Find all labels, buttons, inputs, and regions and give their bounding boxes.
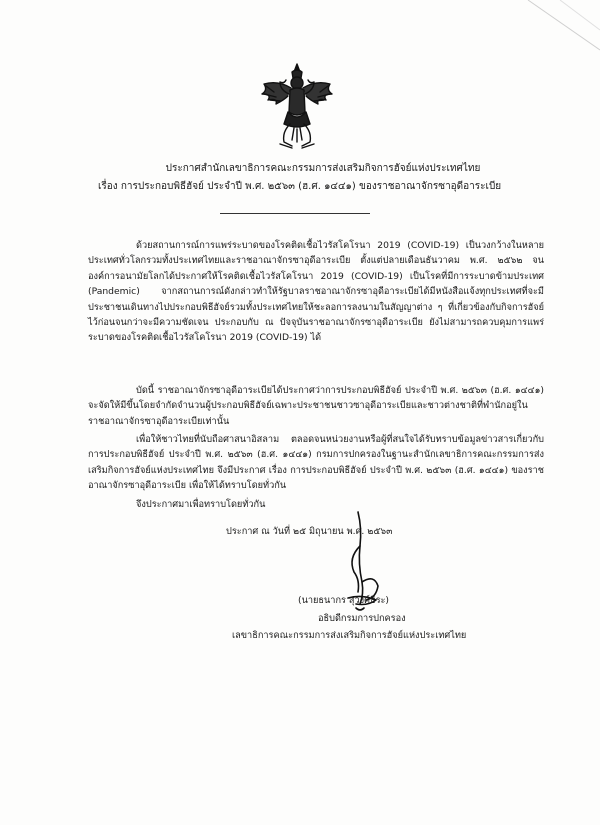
body-paragraph-3: เพื่อให้ชาวไทยที่นับถือศาสนาอิสลาม ตลอดจนหน่วยงานหรือผู้ที่สนใจได้รับทราบข้อมูลข่าวสารเกี่ยวกับการประกอบพิธีฮัจย์ ประจำปี พ.ศ. ๒๕๖๓ (ฮ.ศ. ๑๔๔๑) กรมการปกครองในฐานะสำนักเลขาธิการคณะกรรมการส่งเสริมกิจการฮัจย์แห่งประเทศไทย จึงมีประกาศ เรื่อง การประกอบพิธีฮัจย์ ประจำปี พ.ศ. ๒๕๖๓ (ฮ.ศ. ๑๔๔๑) ของราชอาณาจักรซาอุดีอาระเบีย เพื่อให้ได้ทราบโดยทั่วกัน (88, 434, 544, 492)
signatory-position-2: เลขาธิการคณะกรรมการส่งเสริมกิจการฮัจย์แห่งประเทศไทย (232, 630, 467, 641)
signatory-name: (นายธนากร สุวงศ์ธิระ) (298, 595, 390, 606)
signatory-position-1: อธิบดีกรมการปกครอง (318, 613, 406, 624)
body-paragraph-1: ด้วยสถานการณ์การแพร่ระบาดของโรคติดเชื้อไวรัสโคโรนา 2019 (COVID-19) เป็นวงกว้างในหลายประเทศทั่วโลกรวมทั้งประเทศไทยและราชอาณาจักรซาอุดีอาระเบีย ตั้งแต่ปลายเดือนธันวาคม พ.ศ. ๒๕๖๒ จนองค์การอนามัยโลกได้ประกาศให้โรคติดเชื้อไวรัสโคโรนา 2019 (COVID-19) เป็นโรคที่มีการระบาดข้ามประเทศ (Pandemic) จากสถานการณ์ดังกล่าวทำให้รัฐบาลราชอาณาจักรซาอุดีอาระเบียได้มีหนังสือแจ้งทุกประเทศที่จะมีประชาชนเดินทางไปประกอบพิธีฮัจย์รวมทั้งประเทศไทยให้ชะลอการลงนามในสัญญาต่าง ๆ ที่เกี่ยวข้องกับกิจการฮัจย์ไว้ก่อนจนกว่าจะมีความชัดเจน ประกอบกับ ณ ปัจจุบันราชอาณาจักรซาอุดีอาระเบีย ยังไม่สามารถควบคุมการแพร่ระบาดของโรคติดเชื้อไวรัสโคโรนา 2019 (COVID-19) ได้ (88, 240, 544, 344)
announcement-subject: เรื่อง การประกอบพิธีฮัจย์ ประจำปี พ.ศ. ๒๕๖๓ (ฮ.ศ. ๑๔๔๑) ของราชอาณาจักรซาอุดีอาระเบีย (98, 181, 502, 192)
closing-statement: จึงประกาศมาเพื่อทราบโดยทั่วกัน (136, 499, 266, 510)
title-divider (220, 213, 370, 214)
body-paragraph-2: บัดนี้ ราชอาณาจักรซาอุดีอาระเบียได้ประกาศว่าการประกอบพิธีฮัจย์ ประจำปี พ.ศ. ๒๕๖๓ (ฮ.ศ. ๑๔๔๑) จะจัดให้มีขึ้นโดยจำกัดจำนวนผู้ประกอบพิธีฮัจย์เฉพาะประชาชนชาวซาอุดีอาระเบียและชาวต่างชาติที่พำนักอยู่ในราชอาณาจักรซาอุดีอาระเบียเท่านั้น (88, 385, 544, 427)
announcement-date: ประกาศ ณ วันที่ ๒๕ มิถุนายน พ.ศ. ๒๕๖๓ (226, 526, 393, 537)
announcement-title: ประกาศสำนักเลขาธิการคณะกรรมการส่งเสริมกิจการฮัจย์แห่งประเทศไทย (165, 163, 481, 174)
garuda-emblem-icon (258, 62, 336, 150)
